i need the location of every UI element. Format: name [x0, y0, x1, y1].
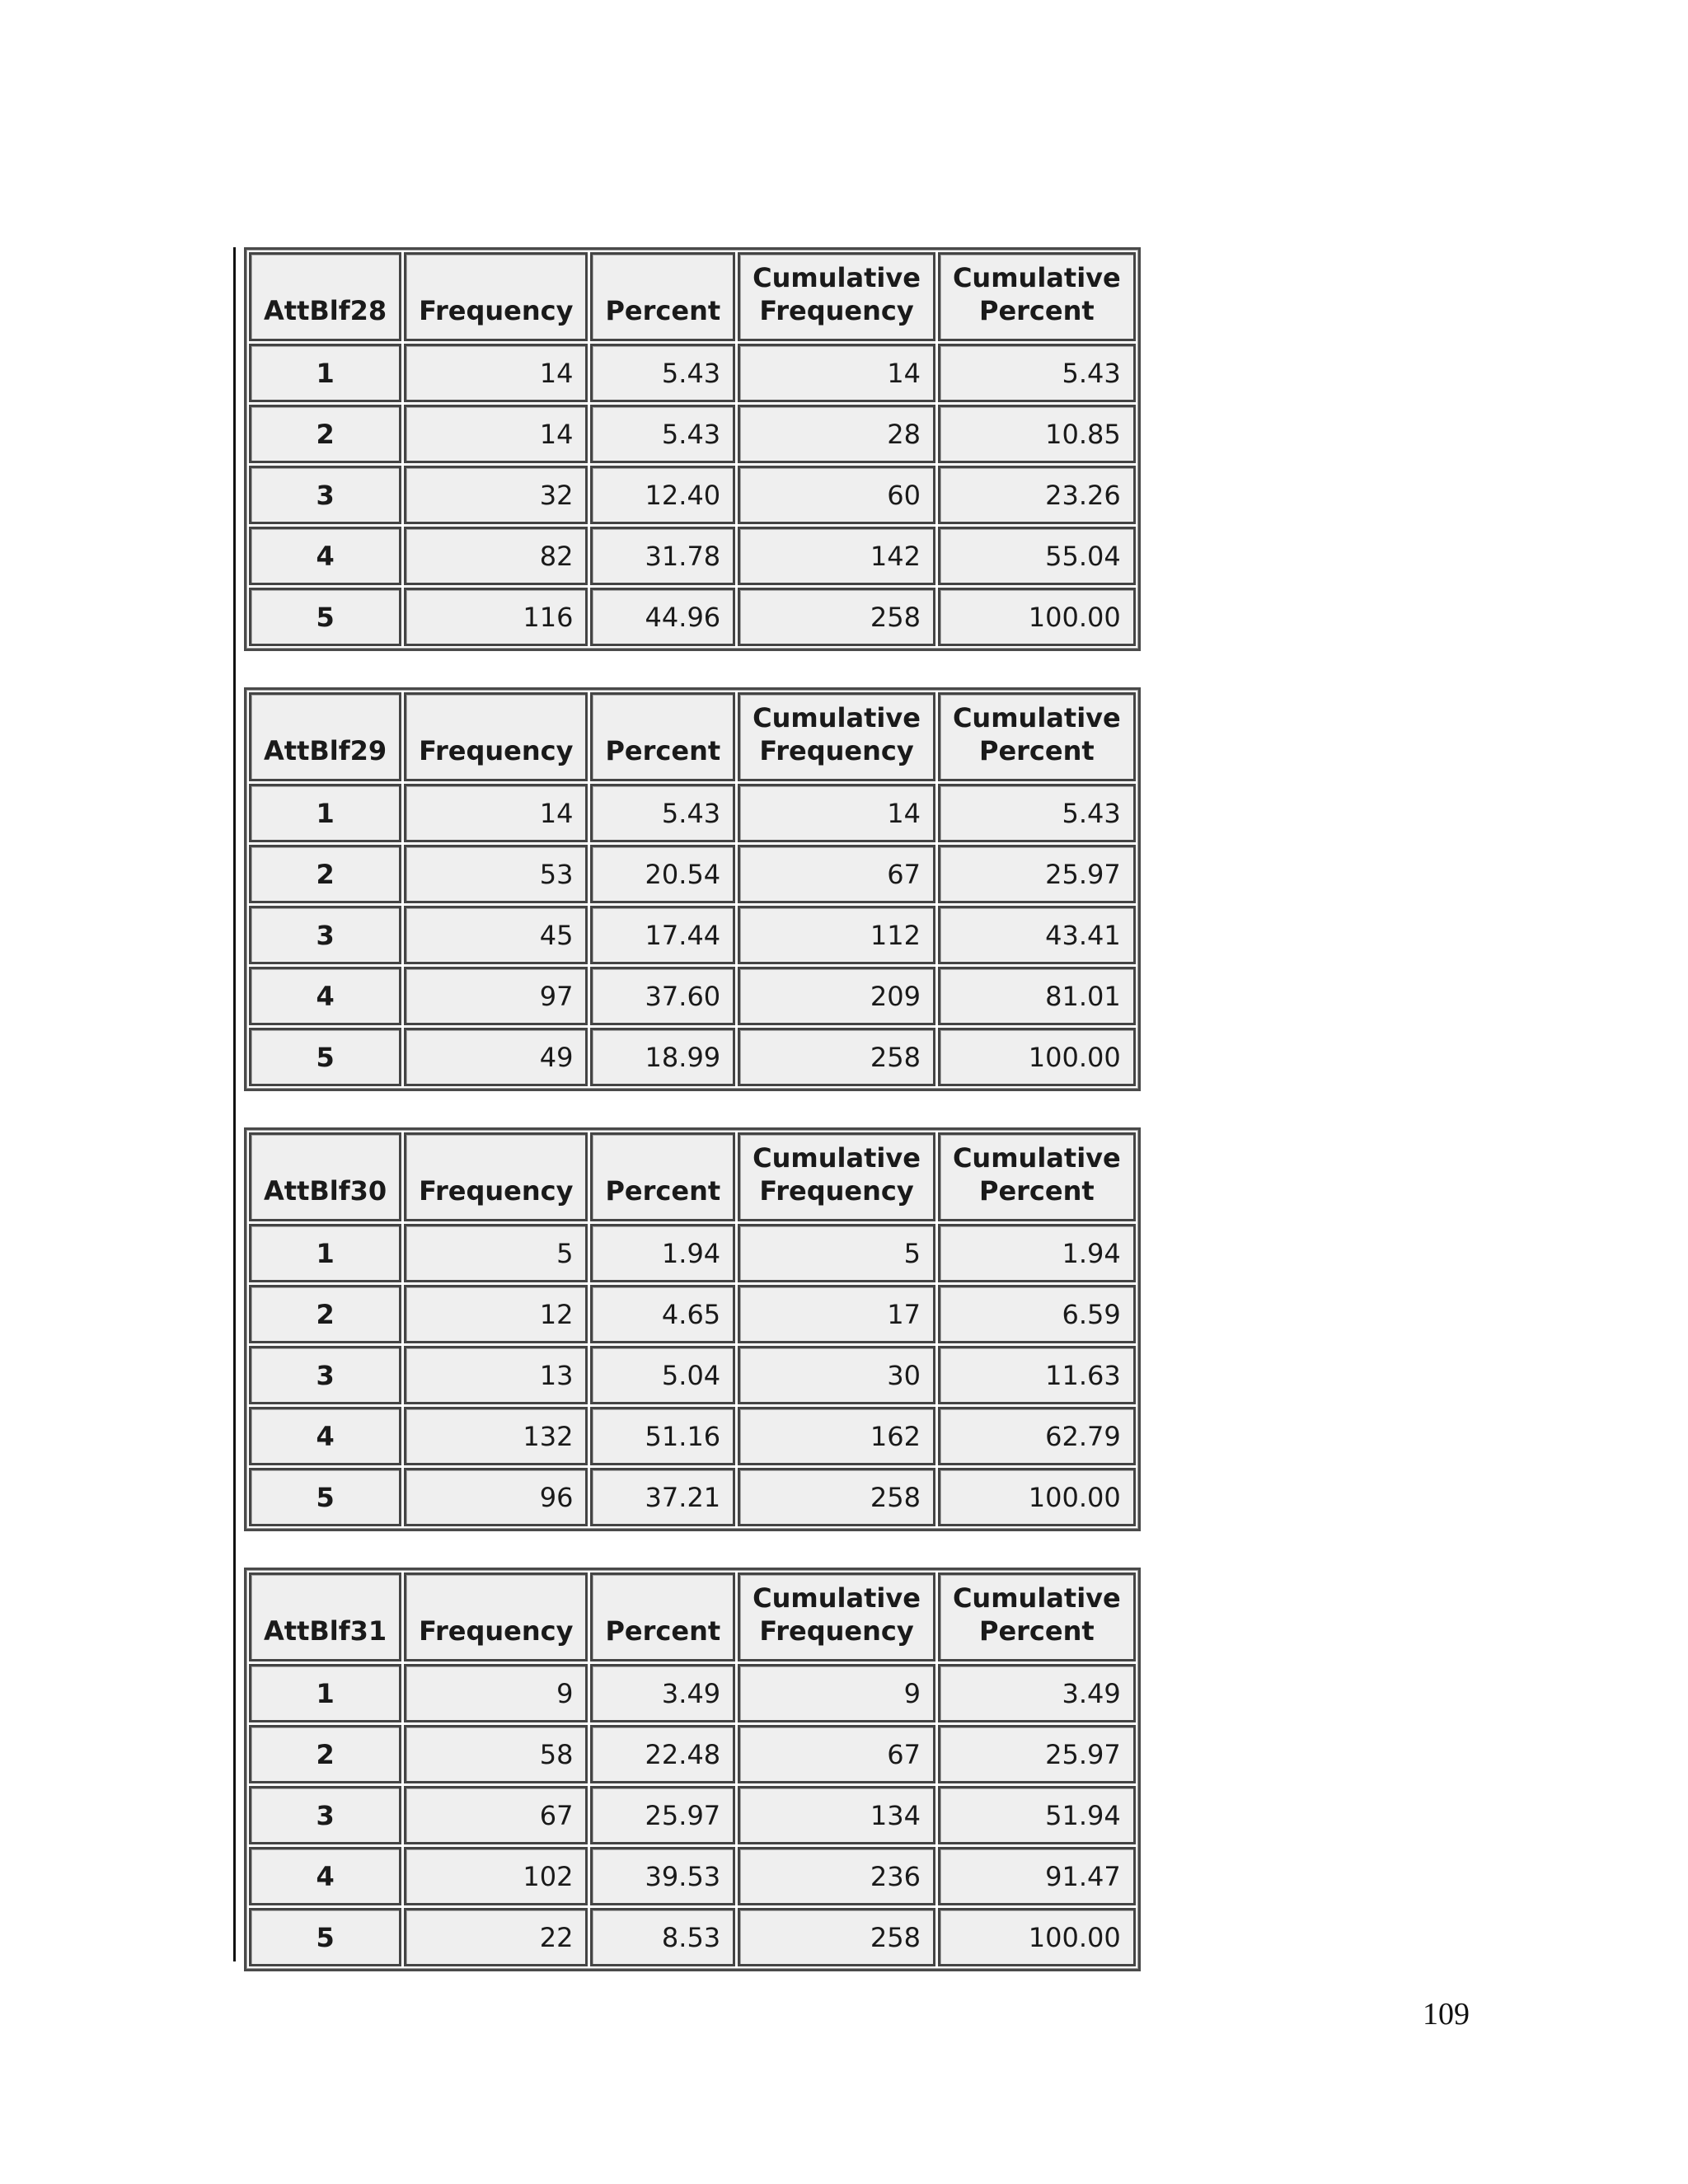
cumulative-frequency-header	[738, 1572, 935, 1661]
cumulative-percent-header	[938, 1132, 1136, 1221]
frequency-cell: 13	[404, 1346, 588, 1404]
header-line: Cumulative	[753, 1582, 921, 1614]
row-value-cell: 4	[249, 1407, 401, 1465]
percent-cell: 5.43	[590, 344, 735, 402]
percent-cell: 25.97	[590, 1786, 735, 1844]
cumulative-frequency-cell: 258	[738, 1908, 935, 1966]
left-margin-rule	[233, 247, 236, 1961]
cumulative-frequency-cell: 17	[738, 1285, 935, 1343]
table-row	[249, 1847, 1136, 1905]
row-value-cell: 2	[249, 1285, 401, 1343]
row-value-cell: 3	[249, 1346, 401, 1404]
percent-cell: 39.53	[590, 1847, 735, 1905]
table-row	[249, 1285, 1136, 1343]
cumulative-percent-cell: 5.43	[938, 784, 1136, 842]
cumulative-frequency-cell: 258	[738, 588, 935, 646]
cumulative-percent-cell: 25.97	[938, 845, 1136, 903]
frequency-cell: 14	[404, 784, 588, 842]
cumulative-frequency-cell: 142	[738, 527, 935, 585]
table-row	[249, 1786, 1136, 1844]
cumulative-frequency-header	[738, 252, 935, 341]
frequency-cell: 12	[404, 1285, 588, 1343]
header-line: Percent	[978, 1615, 1095, 1647]
header-line: Cumulative	[753, 1142, 921, 1174]
frequency-cell: 58	[404, 1725, 588, 1783]
cumulative-percent-header	[938, 1572, 1136, 1661]
table-body	[249, 344, 1136, 646]
table-row	[249, 1407, 1136, 1465]
cumulative-frequency-cell: 67	[738, 845, 935, 903]
table-row	[249, 1028, 1136, 1086]
percent-header: Percent	[590, 252, 735, 341]
cumulative-percent-cell: 1.94	[938, 1224, 1136, 1282]
row-value-cell: 4	[249, 527, 401, 585]
percent-cell: 1.94	[590, 1224, 735, 1282]
cumulative-percent-cell: 3.49	[938, 1664, 1136, 1722]
cumulative-frequency-cell: 258	[738, 1468, 935, 1526]
frequency-cell: 82	[404, 527, 588, 585]
header-row	[249, 1572, 1136, 1661]
header-line: Frequency	[759, 735, 914, 766]
row-value-cell: 4	[249, 967, 401, 1025]
frequency-header: Frequency	[404, 1132, 588, 1221]
cumulative-percent-cell: 5.43	[938, 344, 1136, 402]
cumulative-percent-cell: 25.97	[938, 1725, 1136, 1783]
cumulative-percent-cell: 100.00	[938, 588, 1136, 646]
variable-header: AttBlf29	[249, 692, 401, 781]
percent-header: Percent	[590, 1572, 735, 1661]
frequency-cell: 102	[404, 1847, 588, 1905]
frequency-header: Frequency	[404, 692, 588, 781]
cumulative-percent-cell: 81.01	[938, 967, 1136, 1025]
percent-cell: 31.78	[590, 527, 735, 585]
table-header	[249, 692, 1136, 781]
frequency-cell: 53	[404, 845, 588, 903]
table-row	[249, 1224, 1136, 1282]
row-value-cell: 5	[249, 1028, 401, 1086]
header-line: Frequency	[759, 1175, 914, 1207]
percent-cell: 4.65	[590, 1285, 735, 1343]
frequency-cell: 45	[404, 906, 588, 964]
cumulative-frequency-cell: 236	[738, 1847, 935, 1905]
frequency-table	[244, 1568, 1141, 1971]
table-row	[249, 588, 1136, 646]
variable-header: AttBlf31	[249, 1572, 401, 1661]
header-line: Percent	[978, 735, 1095, 766]
frequency-header: Frequency	[404, 1572, 588, 1661]
row-value-cell: 1	[249, 1224, 401, 1282]
header-line: Percent	[978, 295, 1095, 326]
cumulative-percent-header	[938, 252, 1136, 341]
cumulative-frequency-cell: 9	[738, 1664, 935, 1722]
header-row	[249, 692, 1136, 781]
percent-header: Percent	[590, 1132, 735, 1221]
table-row	[249, 1908, 1136, 1966]
page-number: 109	[1423, 1997, 1470, 2032]
cumulative-frequency-cell: 60	[738, 466, 935, 524]
frequency-header: Frequency	[404, 252, 588, 341]
row-value-cell: 3	[249, 466, 401, 524]
frequency-cell: 97	[404, 967, 588, 1025]
header-line: Cumulative	[753, 702, 921, 733]
frequency-cell: 67	[404, 1786, 588, 1844]
percent-cell: 37.21	[590, 1468, 735, 1526]
cumulative-percent-cell: 100.00	[938, 1028, 1136, 1086]
header-line: Cumulative	[952, 1582, 1121, 1614]
cumulative-frequency-cell: 5	[738, 1224, 935, 1282]
header-line: Cumulative	[753, 262, 921, 293]
frequency-cell: 22	[404, 1908, 588, 1966]
frequency-cell: 116	[404, 588, 588, 646]
percent-cell: 18.99	[590, 1028, 735, 1086]
frequency-cell: 96	[404, 1468, 588, 1526]
cumulative-percent-header	[938, 692, 1136, 781]
header-line: Percent	[978, 1175, 1095, 1207]
table-row	[249, 405, 1136, 463]
percent-cell: 22.48	[590, 1725, 735, 1783]
row-value-cell: 4	[249, 1847, 401, 1905]
table-row	[249, 527, 1136, 585]
percent-cell: 3.49	[590, 1664, 735, 1722]
row-value-cell: 5	[249, 588, 401, 646]
cumulative-frequency-cell: 112	[738, 906, 935, 964]
percent-cell: 5.43	[590, 784, 735, 842]
cumulative-percent-cell: 10.85	[938, 405, 1136, 463]
frequency-cell: 14	[404, 344, 588, 402]
header-line: Cumulative	[952, 702, 1121, 733]
table-row	[249, 845, 1136, 903]
cumulative-percent-cell: 6.59	[938, 1285, 1136, 1343]
table-row	[249, 1725, 1136, 1783]
table-row	[249, 344, 1136, 402]
table-row	[249, 1664, 1136, 1722]
cumulative-frequency-cell: 14	[738, 784, 935, 842]
cumulative-frequency-cell: 258	[738, 1028, 935, 1086]
percent-cell: 37.60	[590, 967, 735, 1025]
header-row	[249, 1132, 1136, 1221]
header-line: Cumulative	[952, 262, 1121, 293]
frequency-cell: 14	[404, 405, 588, 463]
percent-cell: 20.54	[590, 845, 735, 903]
cumulative-percent-cell: 11.63	[938, 1346, 1136, 1404]
table-row	[249, 1346, 1136, 1404]
cumulative-frequency-cell: 67	[738, 1725, 935, 1783]
table-row	[249, 784, 1136, 842]
row-value-cell: 1	[249, 1664, 401, 1722]
cumulative-percent-cell: 91.47	[938, 1847, 1136, 1905]
frequency-cell: 49	[404, 1028, 588, 1086]
row-value-cell: 2	[249, 845, 401, 903]
row-value-cell: 1	[249, 344, 401, 402]
row-value-cell: 3	[249, 1786, 401, 1844]
variable-header: AttBlf28	[249, 252, 401, 341]
cumulative-percent-cell: 51.94	[938, 1786, 1136, 1844]
row-value-cell: 1	[249, 784, 401, 842]
variable-header: AttBlf30	[249, 1132, 401, 1221]
header-row	[249, 252, 1136, 341]
percent-cell: 8.53	[590, 1908, 735, 1966]
row-value-cell: 5	[249, 1908, 401, 1966]
frequency-table	[244, 1127, 1141, 1531]
table-header	[249, 252, 1136, 341]
cumulative-frequency-header	[738, 692, 935, 781]
percent-header: Percent	[590, 692, 735, 781]
cumulative-percent-cell: 100.00	[938, 1908, 1136, 1966]
cumulative-percent-cell: 62.79	[938, 1407, 1136, 1465]
percent-cell: 17.44	[590, 906, 735, 964]
table-row	[249, 967, 1136, 1025]
cumulative-frequency-cell: 134	[738, 1786, 935, 1844]
cumulative-percent-cell: 100.00	[938, 1468, 1136, 1526]
cumulative-frequency-cell: 14	[738, 344, 935, 402]
header-line: Frequency	[759, 1615, 914, 1647]
frequency-table	[244, 247, 1141, 651]
header-line: Frequency	[759, 295, 914, 326]
frequency-cell: 9	[404, 1664, 588, 1722]
table-header	[249, 1132, 1136, 1221]
cumulative-frequency-cell: 162	[738, 1407, 935, 1465]
cumulative-frequency-cell: 30	[738, 1346, 935, 1404]
frequency-cell: 5	[404, 1224, 588, 1282]
cumulative-frequency-cell: 209	[738, 967, 935, 1025]
table-row	[249, 1468, 1136, 1526]
frequency-cell: 32	[404, 466, 588, 524]
cumulative-percent-cell: 55.04	[938, 527, 1136, 585]
header-line: Cumulative	[952, 1142, 1121, 1174]
row-value-cell: 2	[249, 1725, 401, 1783]
percent-cell: 5.04	[590, 1346, 735, 1404]
cumulative-frequency-cell: 28	[738, 405, 935, 463]
cumulative-percent-cell: 23.26	[938, 466, 1136, 524]
frequency-table	[244, 687, 1141, 1091]
table-body	[249, 1224, 1136, 1526]
table-row	[249, 906, 1136, 964]
percent-cell: 51.16	[590, 1407, 735, 1465]
table-body	[249, 1664, 1136, 1966]
cumulative-percent-cell: 43.41	[938, 906, 1136, 964]
percent-cell: 5.43	[590, 405, 735, 463]
row-value-cell: 3	[249, 906, 401, 964]
table-body	[249, 784, 1136, 1086]
frequency-cell: 132	[404, 1407, 588, 1465]
cumulative-frequency-header	[738, 1132, 935, 1221]
table-header	[249, 1572, 1136, 1661]
percent-cell: 44.96	[590, 588, 735, 646]
percent-cell: 12.40	[590, 466, 735, 524]
row-value-cell: 5	[249, 1468, 401, 1526]
row-value-cell: 2	[249, 405, 401, 463]
table-row	[249, 466, 1136, 524]
